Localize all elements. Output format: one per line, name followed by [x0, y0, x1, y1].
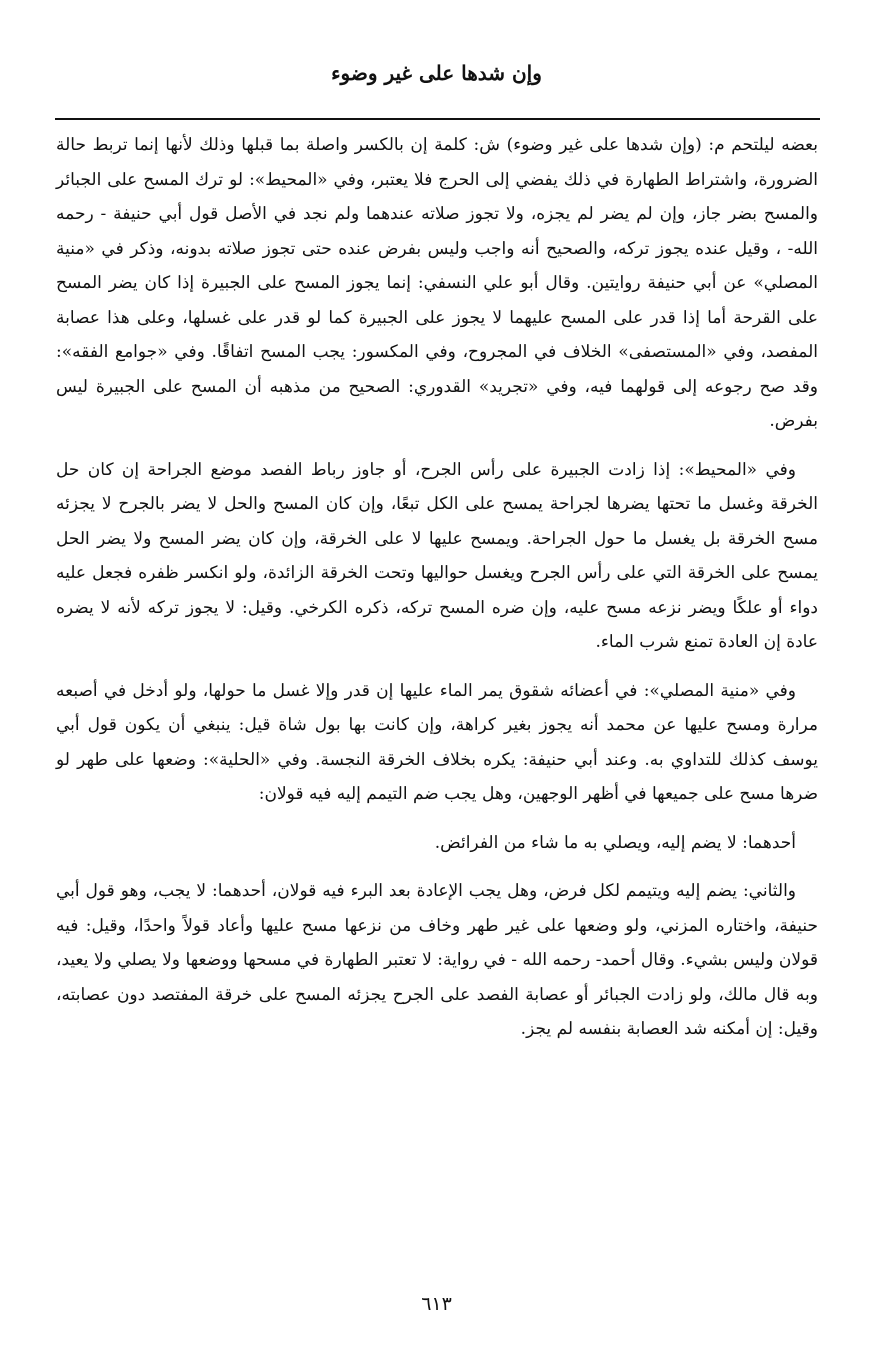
page-number: ٦١٣	[421, 1293, 452, 1315]
header-rule	[55, 118, 820, 120]
paragraph: بعضه ليلتحم م: (وإن شدها على غير وضوء) ش: كلمة إن بالكسر واصلة بما قبلها وذلك لأنها إنما تربط حالة الضرورة، واشتراط الطهارة في ذلك يفضي إلى الحرج فلا يعتبر، وفي «المحيط»: لو ترك المسح على الجبائر والمسح بضر جاز، وإن لم يضر لم يجزه، ولا تجوز صلاته عندهما ولم نجد في الأصل قول أبي حنيفة - رحمه الله- ، وقيل عنده يجوز تركه، والصحيح أنه واجب وليس بفرض عنده حتى تجوز صلاته بدونه، وذكر في «منية المصلي» عن أبي حنيفة روايتين. وقال أبو علي النسفي: إنما يجوز المسح على الجبيرة إذا كان يضر المسح على القرحة أما إذا قدر على المسح عليهما لا يجوز على الجبيرة كما لو قدر على غسلها، وعلى هذا عصابة المفصد، وفي «المستصفى» الخلاف في المجروح، وفي المكسور: يجب المسح اتفاقًا. وفي «جوامع الفقه»: وقد صح رجوعه إلى قولهما فيه، وفي «تجريد» القدوري: الصحيح من مذهبه أن المسح على الجبيرة ليس بفرض.	[56, 135, 818, 431]
paragraph: أحدهما: لا يضم إليه، ويصلي به ما شاء من الفرائض.	[434, 832, 796, 853]
body-text	[56, 128, 818, 1047]
paragraph: وفي «المحيط»: إذا زادت الجبيرة على رأس الجرح، أو جاوز رباط الفصد موضع الجراحة إن كان حل الخرقة وغسل ما تحتها يضرها لجراحة يمسح على الكل تبعًا، وإن كان المسح والحل لا يضر بالجرح لا يجزئه مسح الخرقة بل يغسل ما حول الجراحة. ويمسح عليها لا على الخرقة، وإن كان يضر المسح ولا يضر الحل يمسح على الخرقة التي على رأس الجرح ويغسل حواليها وتحت الخرقة الزائدة، ولو انكسر ظفره فجعل عليه دواء أو علكًا ويضر نزعه مسح عليه، وإن ضره المسح تركه، ذكره الكرخي. وقيل: لا يجوز تركه لأنه لا يضره عادة إن العادة تمنع شرب الماء.	[56, 459, 818, 652]
running-head: وإن شدها على غير وضوء	[331, 61, 542, 85]
paragraph: وفي «منية المصلي»: في أعضائه شقوق يمر الماء عليها إن قدر وإلا غسل ما حولها، ولو أدخل في أصبعه مرارة ومسح عليها عن محمد أنه يجوز بغير كراهة، وإن كانت بها بول شاة قيل: ينبغي أن يكون قول أبي يوسف كذلك للتداوي به. وعند أبي حنيفة: يكره بخلاف الخرقة النجسة. وفي «الحلية»: وضعها على طهر لو ضرها مسح على جميعها في أظهر الوجهين، وهل يجب ضم التيمم إليه فيه قولان:	[56, 680, 818, 804]
paragraph: والثاني: يضم إليه ويتيمم لكل فرض، وهل يجب الإعادة بعد البرء فيه قولان، أحدهما: لا يجب، وهو قول أبي حنيفة، واختاره المزني، ولو وضعها على غير طهر وخاف من نزعها مسح عليها وأعاد قولاً واحدًا، وقيل: فيه قولان وليس بشيء. وقال أحمد- رحمه الله - في رواية: لا تعتبر الطهارة في مسحها ووضعها ولا يصلي ولا يعيد، وبه قال مالك، ولو زادت الجبائر أو عصابة الفصد على الجرح يجزئه المسح على خرقة المفتصد دون عصابته، وقيل: إن أمكنه شد العصابة بنفسه لم يجز.	[56, 881, 818, 1039]
